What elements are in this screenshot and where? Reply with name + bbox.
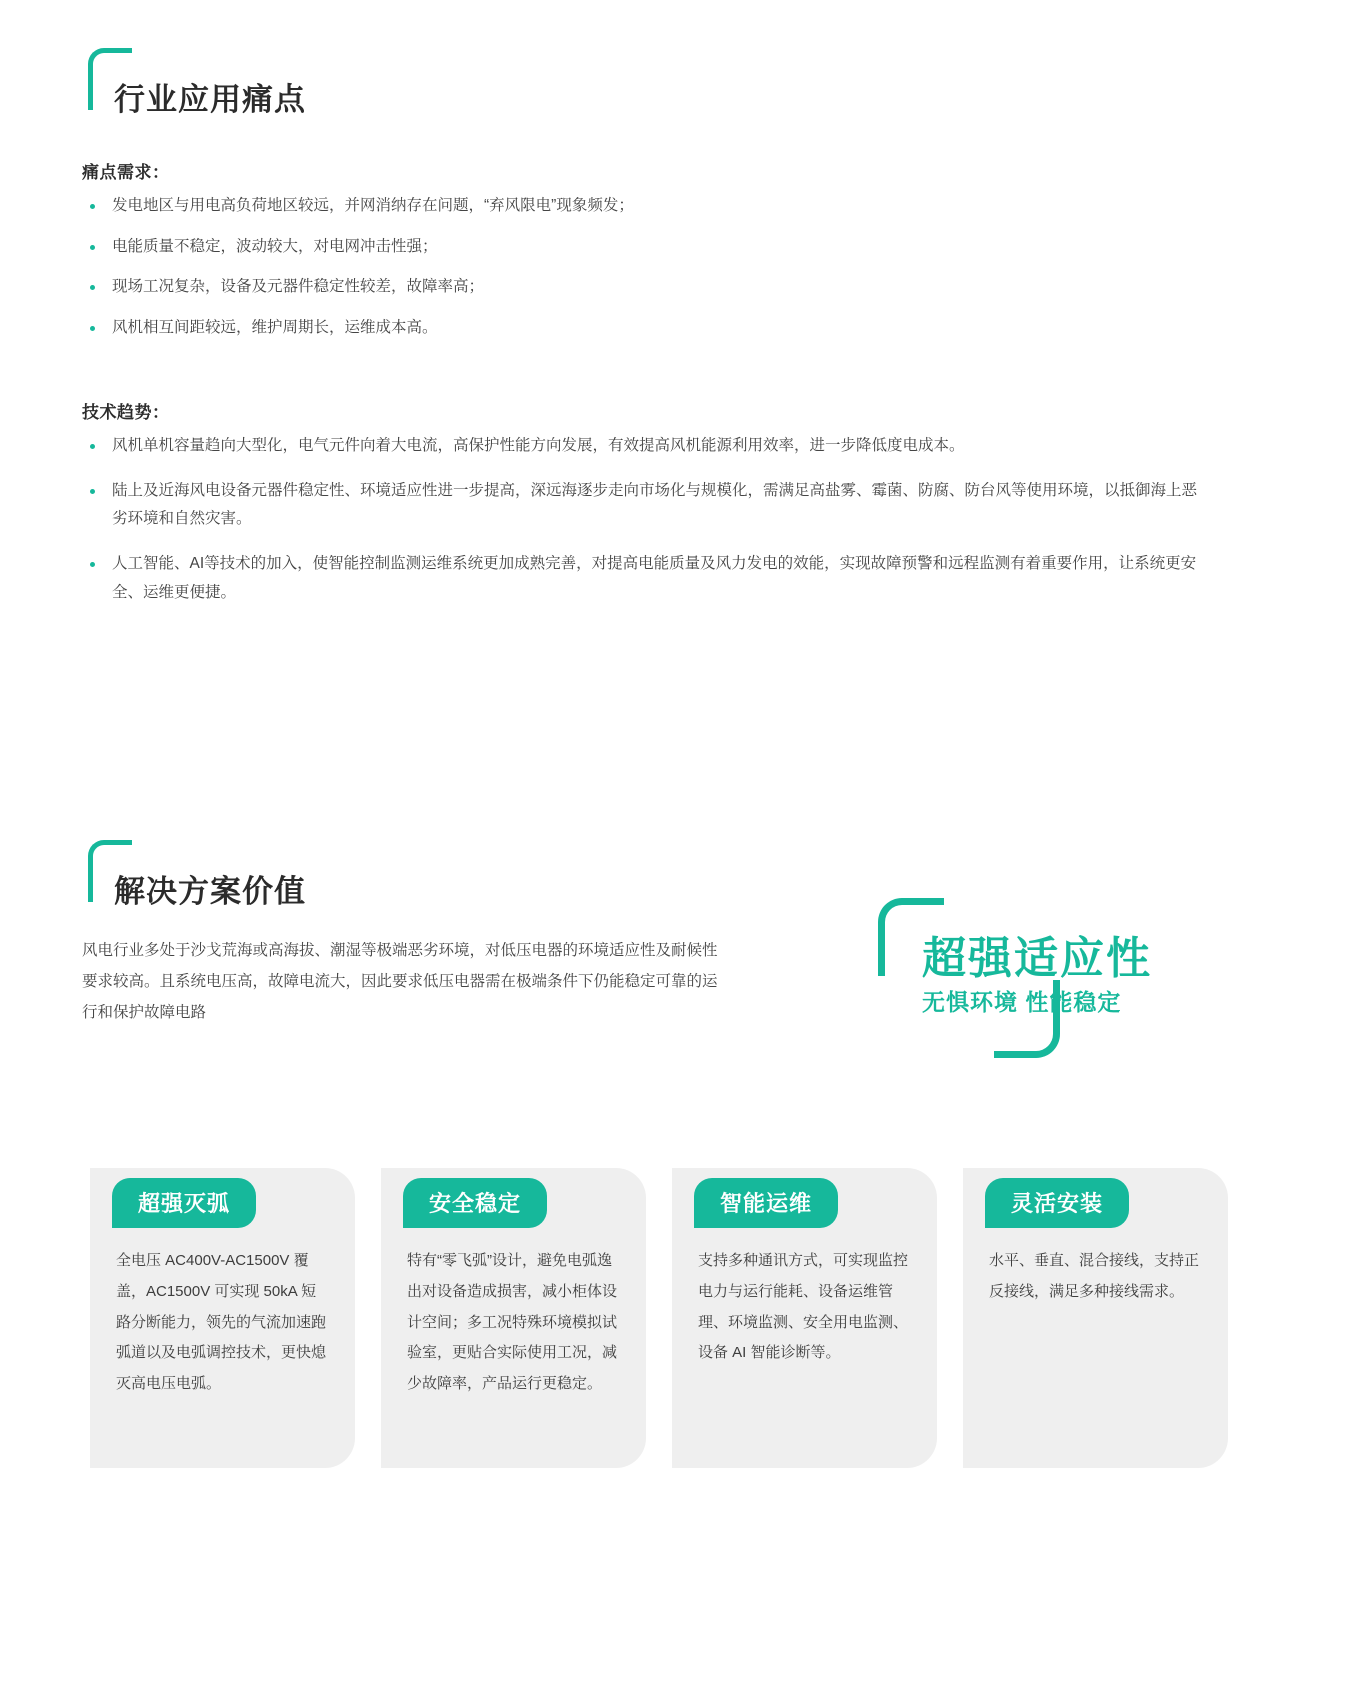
list-item: 发电地区与用电高负荷地区较远，并网消纳存在问题，“弃风限电”现象频发； xyxy=(82,192,1182,221)
value-card xyxy=(672,1168,937,1468)
solution-description: 风电行业多处于沙戈荒海或高海拔、潮湿等极端恶劣环境，对低压电器的环境适应性及耐候性要求较高。且系统电压高，故障电流大，因此要求低压电器需在极端条件下仍能稳定可靠的运行和保护故障电路 xyxy=(82,942,718,1021)
card-tab-label: 智能运维 xyxy=(694,1178,838,1228)
bracket-decoration-icon xyxy=(88,840,132,902)
card-description: 全电压 AC400V-AC1500V 覆盖，AC1500V 可实现 50kA 短路分断能力，领先的气流加速跑弧道以及电弧调控技术，更快熄灭高电压电弧。 xyxy=(116,1252,327,1392)
section-heading-solution-value xyxy=(88,840,508,910)
value-cards-container xyxy=(90,1168,1260,1468)
card-tab-label: 灵活安装 xyxy=(985,1178,1129,1228)
list-item: 电能质量不稳定，波动较大，对电网冲击性强； xyxy=(82,233,1182,262)
label-tech-trends: 技术趋势： xyxy=(82,403,170,422)
card-tab-label: 超强灭弧 xyxy=(112,1178,256,1228)
bracket-decoration-icon xyxy=(88,48,132,110)
badge-title: 超强适应性 xyxy=(922,934,1152,983)
list-tech-trends xyxy=(82,432,1212,623)
list-item: 人工智能、AI等技术的加入，使智能控制监测运维系统更加成熟完善，对提高电能质量及风力发电的效能，实现故障预警和远程监测有着重要作用，让系统更安全、运维更便捷。 xyxy=(82,550,1212,607)
badge-super-adaptability xyxy=(878,898,1178,1058)
list-item: 陆上及近海风电设备元器件稳定性、环境适应性进一步提高，深远海逐步走向市场化与规模化，需满足高盐雾、霉菌、防腐、防台风等使用环境，以抵御海上恶劣环境和自然灾害。 xyxy=(82,477,1212,534)
card-description: 特有“零飞弧”设计，避免电弧逸出对设备造成损害，减小柜体设计空间；多工况特殊环境模拟试验室，更贴合实际使用工况，减少故障率，产品运行更稳定。 xyxy=(407,1252,618,1392)
value-card xyxy=(963,1168,1228,1468)
value-card xyxy=(381,1168,646,1468)
card-tab-label: 安全稳定 xyxy=(403,1178,547,1228)
card-description: 水平、垂直、混合接线，支持正反接线，满足多种接线需求。 xyxy=(989,1252,1200,1300)
list-item: 风机相互间距较远，维护周期长，运维成本高。 xyxy=(82,314,1182,343)
value-card xyxy=(90,1168,355,1468)
list-item: 风机单机容量趋向大型化，电气元件向着大电流，高保护性能方向发展，有效提高风机能源利用效率，进一步降低度电成本。 xyxy=(82,432,1212,461)
section-heading-pain-points xyxy=(88,48,508,118)
section-title-pain-points: 行业应用痛点 xyxy=(114,81,306,117)
card-description: 支持多种通讯方式，可实现监控电力与运行能耗、设备运维管理、环境监测、安全用电监测、设备 AI 智能诊断等。 xyxy=(698,1252,909,1362)
section-title-solution-value: 解决方案价值 xyxy=(114,873,306,909)
label-pain-requirements: 痛点需求： xyxy=(82,163,170,182)
list-pain-requirements xyxy=(82,192,1182,355)
badge-subtitle: 无惧环境 性能稳定 xyxy=(922,989,1122,1015)
list-item: 现场工况复杂，设备及元器件稳定性较差，故障率高； xyxy=(82,273,1182,302)
